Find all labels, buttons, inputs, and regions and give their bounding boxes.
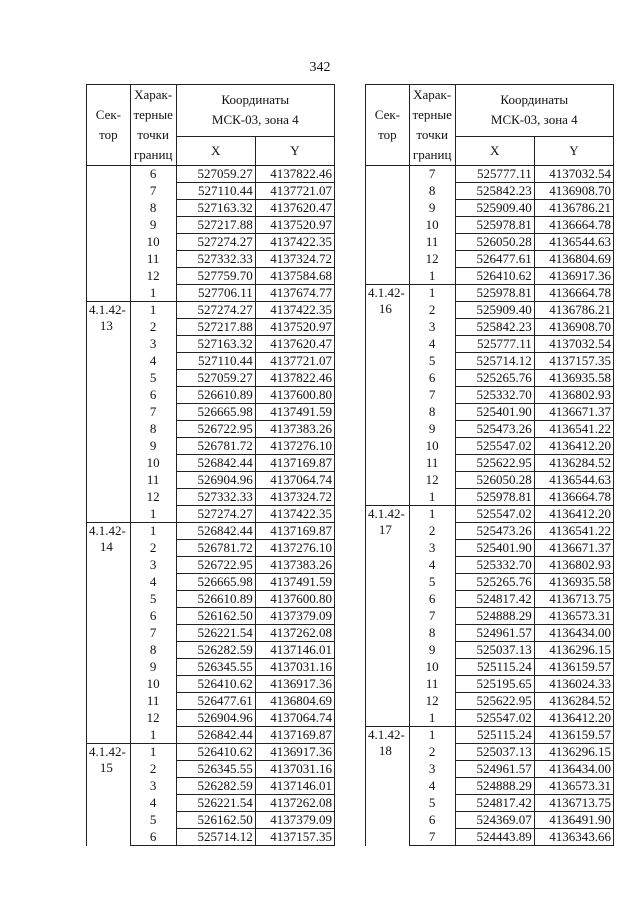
- x-coordinate-cell: 527110.44: [176, 183, 255, 200]
- point-number-cell: 9: [130, 438, 176, 455]
- y-coordinate-cell: 4137169.87: [255, 523, 334, 540]
- y-coordinate-cell: 4136541.22: [534, 421, 613, 438]
- x-coordinate-cell: 527217.88: [176, 319, 255, 336]
- y-coordinate-cell: 4137422.35: [255, 506, 334, 523]
- x-coordinate-cell: 527759.70: [176, 268, 255, 285]
- x-coordinate-cell: 526904.96: [176, 472, 255, 489]
- y-coordinate-cell: 4136296.15: [534, 642, 613, 659]
- x-coordinate-cell: 527332.33: [176, 489, 255, 506]
- point-number-cell: 9: [409, 421, 455, 438]
- y-coordinate-cell: 4137157.35: [255, 829, 334, 846]
- sector-cell: 4.1.42- 15: [87, 744, 131, 846]
- point-number-cell: 1: [130, 302, 176, 319]
- point-number-cell: 2: [409, 523, 455, 540]
- x-coordinate-cell: 527274.27: [176, 506, 255, 523]
- table-row: [366, 727, 614, 744]
- x-coordinate-cell: 525777.11: [455, 166, 534, 183]
- point-number-cell: 8: [130, 642, 176, 659]
- point-number-cell: 3: [130, 336, 176, 353]
- point-number-cell: 7: [409, 608, 455, 625]
- point-number-cell: 3: [409, 319, 455, 336]
- y-coordinate-cell: 4137146.01: [255, 778, 334, 795]
- y-coordinate-cell: 4136159.57: [534, 727, 613, 744]
- y-coordinate-cell: 4137491.59: [255, 574, 334, 591]
- y-coordinate-cell: 4137064.74: [255, 710, 334, 727]
- x-coordinate-cell: 526282.59: [176, 778, 255, 795]
- table-row: [366, 285, 614, 302]
- y-coordinate-cell: 4137620.47: [255, 200, 334, 217]
- point-number-cell: 7: [409, 387, 455, 404]
- y-coordinate-cell: 4137031.16: [255, 659, 334, 676]
- y-coordinate-cell: 4137383.26: [255, 421, 334, 438]
- point-number-cell: 11: [130, 693, 176, 710]
- x-coordinate-cell: 525547.02: [455, 506, 534, 523]
- header-points: Харак- терные точки границ: [409, 85, 455, 166]
- page-number: 342: [309, 60, 331, 75]
- point-number-cell: 12: [409, 251, 455, 268]
- y-coordinate-cell: 4137822.46: [255, 166, 334, 183]
- sector-cell: 4.1.42- 17: [366, 506, 410, 727]
- y-coordinate-cell: 4136908.70: [534, 183, 613, 200]
- y-coordinate-cell: 4136713.75: [534, 591, 613, 608]
- point-number-cell: 1: [130, 285, 176, 302]
- point-number-cell: 2: [130, 319, 176, 336]
- x-coordinate-cell: 525332.70: [455, 557, 534, 574]
- x-coordinate-cell: 526410.62: [176, 744, 255, 761]
- y-coordinate-cell: 4137169.87: [255, 727, 334, 744]
- y-coordinate-cell: 4136664.78: [534, 285, 613, 302]
- x-coordinate-cell: 526050.28: [455, 234, 534, 251]
- point-number-cell: 8: [409, 625, 455, 642]
- point-number-cell: 6: [130, 387, 176, 404]
- x-coordinate-cell: 526162.50: [176, 812, 255, 829]
- point-number-cell: 10: [409, 217, 455, 234]
- table-row: [87, 166, 335, 183]
- point-number-cell: 12: [130, 710, 176, 727]
- x-coordinate-cell: 525978.81: [455, 217, 534, 234]
- y-coordinate-cell: 4137379.09: [255, 812, 334, 829]
- x-coordinate-cell: 525714.12: [176, 829, 255, 846]
- point-number-cell: 9: [409, 642, 455, 659]
- x-coordinate-cell: 525265.76: [455, 574, 534, 591]
- y-coordinate-cell: 4137584.68: [255, 268, 334, 285]
- point-number-cell: 5: [130, 591, 176, 608]
- x-coordinate-cell: 525842.23: [455, 183, 534, 200]
- y-coordinate-cell: 4137721.07: [255, 353, 334, 370]
- point-number-cell: 4: [130, 574, 176, 591]
- y-coordinate-cell: 4137324.72: [255, 251, 334, 268]
- x-coordinate-cell: 524961.57: [455, 625, 534, 642]
- y-coordinate-cell: 4136412.20: [534, 710, 613, 727]
- x-coordinate-cell: 525978.81: [455, 489, 534, 506]
- y-coordinate-cell: 4137383.26: [255, 557, 334, 574]
- y-coordinate-cell: 4136917.36: [255, 676, 334, 693]
- point-number-cell: 11: [130, 251, 176, 268]
- x-coordinate-cell: 527332.33: [176, 251, 255, 268]
- x-coordinate-cell: 525473.26: [455, 421, 534, 438]
- point-number-cell: 10: [130, 234, 176, 251]
- point-number-cell: 7: [130, 404, 176, 421]
- coordinates-table-right: [365, 84, 614, 846]
- y-coordinate-cell: 4137169.87: [255, 455, 334, 472]
- header-coords: Координаты МСК-03, зона 4: [176, 85, 334, 137]
- y-coordinate-cell: 4136786.21: [534, 302, 613, 319]
- x-coordinate-cell: 527163.32: [176, 200, 255, 217]
- x-coordinate-cell: 526477.61: [176, 693, 255, 710]
- y-coordinate-cell: 4137520.97: [255, 319, 334, 336]
- x-coordinate-cell: 526610.89: [176, 387, 255, 404]
- x-coordinate-cell: 524888.29: [455, 608, 534, 625]
- sector-cell: 4.1.42- 13: [87, 302, 131, 523]
- y-coordinate-cell: 4136917.36: [255, 744, 334, 761]
- x-coordinate-cell: 525332.70: [455, 387, 534, 404]
- point-number-cell: 5: [409, 353, 455, 370]
- y-coordinate-cell: 4137422.35: [255, 302, 334, 319]
- point-number-cell: 2: [130, 540, 176, 557]
- y-coordinate-cell: 4136544.63: [534, 234, 613, 251]
- y-coordinate-cell: 4136935.58: [534, 574, 613, 591]
- x-coordinate-cell: 525978.81: [455, 285, 534, 302]
- point-number-cell: 6: [130, 829, 176, 846]
- x-coordinate-cell: 526477.61: [455, 251, 534, 268]
- y-coordinate-cell: 4136671.37: [534, 540, 613, 557]
- point-number-cell: 7: [409, 829, 455, 846]
- x-coordinate-cell: 525777.11: [455, 336, 534, 353]
- point-number-cell: 1: [409, 268, 455, 285]
- x-coordinate-cell: 525037.13: [455, 744, 534, 761]
- point-number-cell: 1: [130, 523, 176, 540]
- x-coordinate-cell: 526162.50: [176, 608, 255, 625]
- y-coordinate-cell: 4137032.54: [534, 166, 613, 183]
- y-coordinate-cell: 4136541.22: [534, 523, 613, 540]
- x-coordinate-cell: 526722.95: [176, 557, 255, 574]
- y-coordinate-cell: 4136664.78: [534, 489, 613, 506]
- x-coordinate-cell: 526842.44: [176, 455, 255, 472]
- point-number-cell: 12: [130, 268, 176, 285]
- point-number-cell: 8: [409, 183, 455, 200]
- y-coordinate-cell: 4136544.63: [534, 472, 613, 489]
- point-number-cell: 11: [130, 472, 176, 489]
- x-coordinate-cell: 526410.62: [176, 676, 255, 693]
- point-number-cell: 5: [409, 795, 455, 812]
- x-coordinate-cell: 527163.32: [176, 336, 255, 353]
- point-number-cell: 8: [130, 200, 176, 217]
- point-number-cell: 2: [409, 744, 455, 761]
- y-coordinate-cell: 4137324.72: [255, 489, 334, 506]
- sector-cell: [87, 166, 131, 302]
- point-number-cell: 4: [130, 795, 176, 812]
- point-number-cell: 11: [409, 234, 455, 251]
- y-coordinate-cell: 4137422.35: [255, 234, 334, 251]
- x-coordinate-cell: 524369.07: [455, 812, 534, 829]
- y-coordinate-cell: 4136804.69: [534, 251, 613, 268]
- x-coordinate-cell: 526722.95: [176, 421, 255, 438]
- point-number-cell: 5: [130, 370, 176, 387]
- sector-cell: 4.1.42- 14: [87, 523, 131, 744]
- y-coordinate-cell: 4136917.36: [534, 268, 613, 285]
- point-number-cell: 11: [409, 455, 455, 472]
- point-number-cell: 6: [409, 812, 455, 829]
- x-coordinate-cell: 527274.27: [176, 302, 255, 319]
- point-number-cell: 3: [130, 557, 176, 574]
- table-row: [87, 744, 335, 761]
- point-number-cell: 11: [409, 676, 455, 693]
- point-number-cell: 3: [409, 540, 455, 557]
- point-number-cell: 4: [409, 557, 455, 574]
- point-number-cell: 8: [130, 421, 176, 438]
- x-coordinate-cell: 525909.40: [455, 200, 534, 217]
- header-coords: Координаты МСК-03, зона 4: [455, 85, 613, 137]
- point-number-cell: 1: [409, 727, 455, 744]
- x-coordinate-cell: 525401.90: [455, 540, 534, 557]
- header-points: Харак- терные точки границ: [130, 85, 176, 166]
- point-number-cell: 12: [409, 693, 455, 710]
- point-number-cell: 1: [409, 710, 455, 727]
- y-coordinate-cell: 4137031.16: [255, 761, 334, 778]
- y-coordinate-cell: 4136802.93: [534, 387, 613, 404]
- y-coordinate-cell: 4137276.10: [255, 540, 334, 557]
- x-coordinate-cell: 526781.72: [176, 438, 255, 455]
- x-coordinate-cell: 525547.02: [455, 710, 534, 727]
- y-coordinate-cell: 4137146.01: [255, 642, 334, 659]
- y-coordinate-cell: 4136713.75: [534, 795, 613, 812]
- table-row: [87, 302, 335, 319]
- x-coordinate-cell: 526050.28: [455, 472, 534, 489]
- x-coordinate-cell: 526345.55: [176, 659, 255, 676]
- point-number-cell: 3: [409, 761, 455, 778]
- point-number-cell: 5: [409, 574, 455, 591]
- point-number-cell: 6: [130, 166, 176, 183]
- header-sector: Сек- тор: [366, 85, 410, 166]
- header-x: X: [455, 136, 534, 165]
- coordinates-table-left: [86, 84, 335, 846]
- sector-cell: 4.1.42- 16: [366, 285, 410, 506]
- point-number-cell: 2: [130, 761, 176, 778]
- point-number-cell: 3: [130, 778, 176, 795]
- x-coordinate-cell: 525195.65: [455, 676, 534, 693]
- point-number-cell: 4: [409, 778, 455, 795]
- y-coordinate-cell: 4137262.08: [255, 795, 334, 812]
- x-coordinate-cell: 524817.42: [455, 795, 534, 812]
- y-coordinate-cell: 4136664.78: [534, 217, 613, 234]
- point-number-cell: 6: [130, 608, 176, 625]
- x-coordinate-cell: 525115.24: [455, 659, 534, 676]
- y-coordinate-cell: 4136804.69: [255, 693, 334, 710]
- point-number-cell: 6: [409, 370, 455, 387]
- sector-cell: 4.1.42- 18: [366, 727, 410, 846]
- point-number-cell: 10: [409, 659, 455, 676]
- x-coordinate-cell: 525842.23: [455, 319, 534, 336]
- x-coordinate-cell: 526842.44: [176, 727, 255, 744]
- point-number-cell: 12: [409, 472, 455, 489]
- x-coordinate-cell: 524888.29: [455, 778, 534, 795]
- table-row: [366, 166, 614, 183]
- point-number-cell: 6: [409, 591, 455, 608]
- point-number-cell: 8: [409, 404, 455, 421]
- x-coordinate-cell: 525622.95: [455, 693, 534, 710]
- x-coordinate-cell: 526345.55: [176, 761, 255, 778]
- y-coordinate-cell: 4137674.77: [255, 285, 334, 302]
- x-coordinate-cell: 525473.26: [455, 523, 534, 540]
- x-coordinate-cell: 524443.89: [455, 829, 534, 846]
- y-coordinate-cell: 4137379.09: [255, 608, 334, 625]
- x-coordinate-cell: 525622.95: [455, 455, 534, 472]
- point-number-cell: 7: [409, 166, 455, 183]
- x-coordinate-cell: 527706.11: [176, 285, 255, 302]
- y-coordinate-cell: 4137276.10: [255, 438, 334, 455]
- x-coordinate-cell: 526221.54: [176, 795, 255, 812]
- point-number-cell: 7: [130, 183, 176, 200]
- point-number-cell: 10: [130, 455, 176, 472]
- y-coordinate-cell: 4137620.47: [255, 336, 334, 353]
- point-number-cell: 10: [409, 438, 455, 455]
- point-number-cell: 5: [130, 812, 176, 829]
- y-coordinate-cell: 4137032.54: [534, 336, 613, 353]
- y-coordinate-cell: 4136412.20: [534, 506, 613, 523]
- point-number-cell: 12: [130, 489, 176, 506]
- y-coordinate-cell: 4136412.20: [534, 438, 613, 455]
- y-coordinate-cell: 4136434.00: [534, 761, 613, 778]
- header-y: Y: [534, 136, 613, 165]
- y-coordinate-cell: 4136159.57: [534, 659, 613, 676]
- x-coordinate-cell: 527059.27: [176, 370, 255, 387]
- y-coordinate-cell: 4136573.31: [534, 778, 613, 795]
- x-coordinate-cell: 527059.27: [176, 166, 255, 183]
- point-number-cell: 9: [130, 659, 176, 676]
- y-coordinate-cell: 4136802.93: [534, 557, 613, 574]
- y-coordinate-cell: 4137822.46: [255, 370, 334, 387]
- point-number-cell: 9: [130, 217, 176, 234]
- x-coordinate-cell: 524817.42: [455, 591, 534, 608]
- point-number-cell: 2: [409, 302, 455, 319]
- y-coordinate-cell: 4136573.31: [534, 608, 613, 625]
- point-number-cell: 1: [130, 506, 176, 523]
- header-sector: Сек- тор: [87, 85, 131, 166]
- x-coordinate-cell: 525909.40: [455, 302, 534, 319]
- y-coordinate-cell: 4136284.52: [534, 693, 613, 710]
- y-coordinate-cell: 4137721.07: [255, 183, 334, 200]
- point-number-cell: 1: [409, 506, 455, 523]
- point-number-cell: 1: [409, 285, 455, 302]
- point-number-cell: 1: [409, 489, 455, 506]
- y-coordinate-cell: 4136491.90: [534, 812, 613, 829]
- x-coordinate-cell: 526665.98: [176, 574, 255, 591]
- point-number-cell: 4: [409, 336, 455, 353]
- y-coordinate-cell: 4136671.37: [534, 404, 613, 421]
- point-number-cell: 4: [130, 353, 176, 370]
- y-coordinate-cell: 4136434.00: [534, 625, 613, 642]
- y-coordinate-cell: 4137262.08: [255, 625, 334, 642]
- x-coordinate-cell: 526282.59: [176, 642, 255, 659]
- x-coordinate-cell: 525714.12: [455, 353, 534, 370]
- y-coordinate-cell: 4136296.15: [534, 744, 613, 761]
- x-coordinate-cell: 526842.44: [176, 523, 255, 540]
- y-coordinate-cell: 4136935.58: [534, 370, 613, 387]
- y-coordinate-cell: 4136024.33: [534, 676, 613, 693]
- x-coordinate-cell: 525037.13: [455, 642, 534, 659]
- x-coordinate-cell: 526610.89: [176, 591, 255, 608]
- x-coordinate-cell: 524961.57: [455, 761, 534, 778]
- x-coordinate-cell: 527110.44: [176, 353, 255, 370]
- table-row: [87, 523, 335, 540]
- x-coordinate-cell: 526904.96: [176, 710, 255, 727]
- x-coordinate-cell: 525265.76: [455, 370, 534, 387]
- sector-cell: [366, 166, 410, 285]
- header-x: X: [176, 136, 255, 165]
- header-y: Y: [255, 136, 334, 165]
- point-number-cell: 1: [130, 727, 176, 744]
- x-coordinate-cell: 526410.62: [455, 268, 534, 285]
- point-number-cell: 1: [130, 744, 176, 761]
- y-coordinate-cell: 4136343.66: [534, 829, 613, 846]
- y-coordinate-cell: 4137491.59: [255, 404, 334, 421]
- point-number-cell: 7: [130, 625, 176, 642]
- point-number-cell: 9: [409, 200, 455, 217]
- y-coordinate-cell: 4136284.52: [534, 455, 613, 472]
- x-coordinate-cell: 527217.88: [176, 217, 255, 234]
- x-coordinate-cell: 526781.72: [176, 540, 255, 557]
- x-coordinate-cell: 525401.90: [455, 404, 534, 421]
- y-coordinate-cell: 4136786.21: [534, 200, 613, 217]
- y-coordinate-cell: 4137520.97: [255, 217, 334, 234]
- x-coordinate-cell: 525547.02: [455, 438, 534, 455]
- table-row: [366, 506, 614, 523]
- x-coordinate-cell: 526665.98: [176, 404, 255, 421]
- y-coordinate-cell: 4137600.80: [255, 387, 334, 404]
- x-coordinate-cell: 525115.24: [455, 727, 534, 744]
- y-coordinate-cell: 4137064.74: [255, 472, 334, 489]
- y-coordinate-cell: 4137600.80: [255, 591, 334, 608]
- x-coordinate-cell: 526221.54: [176, 625, 255, 642]
- y-coordinate-cell: 4137157.35: [534, 353, 613, 370]
- y-coordinate-cell: 4136908.70: [534, 319, 613, 336]
- point-number-cell: 10: [130, 676, 176, 693]
- x-coordinate-cell: 527274.27: [176, 234, 255, 251]
